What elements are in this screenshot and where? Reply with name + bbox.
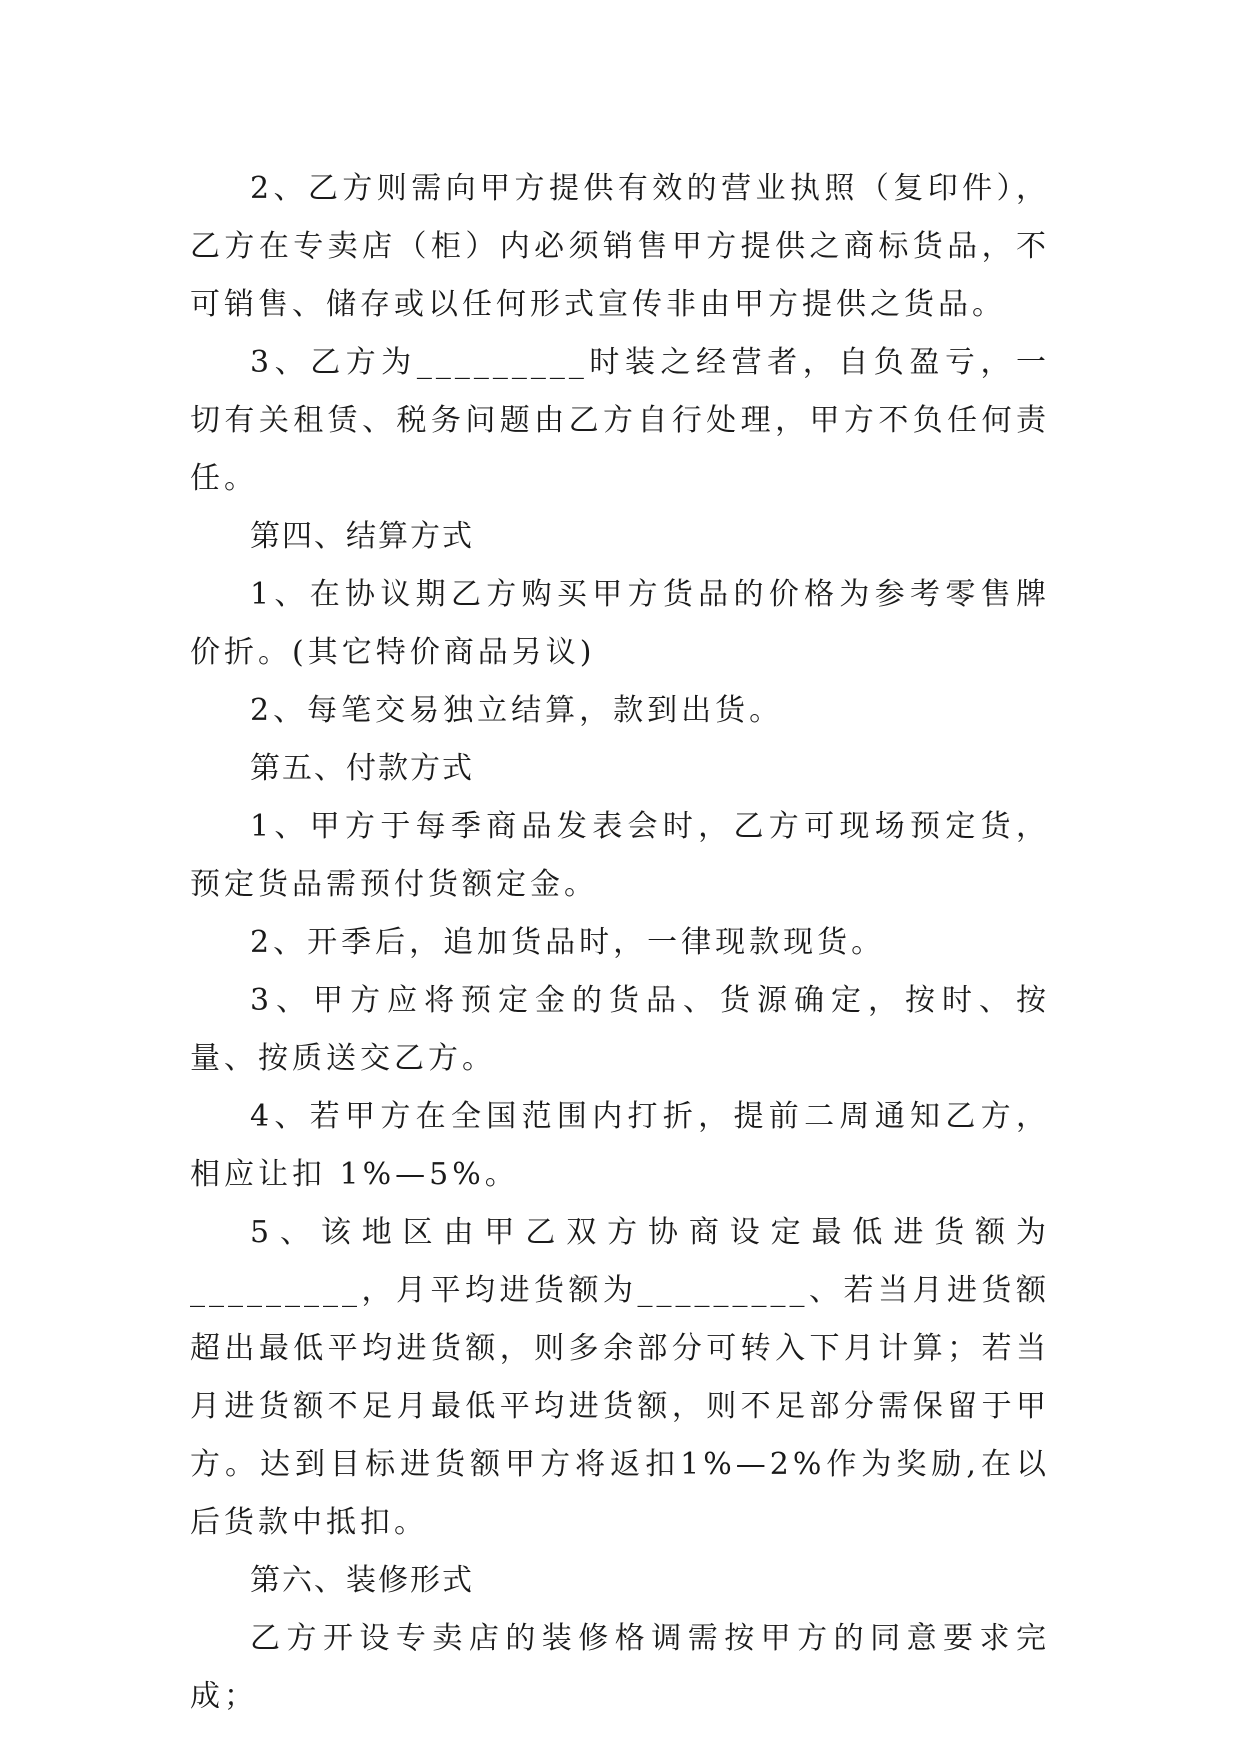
section-heading: 第六、装修形式 — [250, 1563, 474, 1598]
clause-paragraph: 3、乙方为_________时装之经营者，自负盈亏，一切有关租赁、税务问题由乙方自行处理，甲方不负任何责任。 — [190, 345, 1050, 496]
clause-paragraph: 乙方开设专卖店的装修格调需按甲方的同意要求完成； — [190, 1621, 1050, 1714]
clause-paragraph: 2、乙方则需向甲方提供有效的营业执照（复印件），乙方在专卖店（柜）内必须销售甲方提供之商标货品，不可销售、储存或以任何形式宣传非由甲方提供之货品。 — [190, 171, 1050, 322]
clause-paragraph: 1、在协议期乙方购买甲方货品的价格为参考零售牌价折。(其它特价商品另议) — [190, 577, 1050, 670]
document-body — [190, 160, 1050, 1726]
section-heading: 第四、结算方式 — [250, 519, 474, 554]
clause-paragraph: 4、若甲方在全国范围内打折，提前二周通知乙方，相应让扣 1%—5%。 — [190, 1099, 1050, 1192]
clause-paragraph: 2、开季后，追加货品时，一律现款现货。 — [250, 925, 886, 960]
clause-paragraph: 5、该地区由甲乙双方协商设定最低进货额为_________，月平均进货额为_________、若当月进货额超出最低平均进货额，则多余部分可转入下月计算；若当月进货额不足月最低平均进货额，则不足部分需保留于甲方。达到目标进货额甲方将返扣1%—2%作为奖励,在以后货款中抵扣。 — [190, 1215, 1050, 1540]
clause-paragraph: 1、甲方于每季商品发表会时，乙方可现场预定货，预定货品需预付货额定金。 — [190, 809, 1050, 902]
clause-paragraph: 2、每笔交易独立结算，款到出货。 — [250, 693, 784, 728]
section-heading: 第五、付款方式 — [250, 751, 474, 786]
clause-paragraph: 3、甲方应将预定金的货品、货源确定，按时、按量、按质送交乙方。 — [190, 983, 1050, 1076]
